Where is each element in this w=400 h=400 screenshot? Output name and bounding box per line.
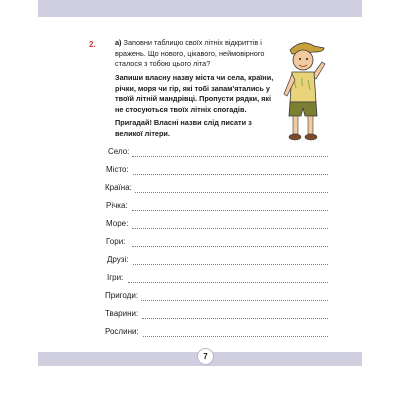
task-number: 2. [89, 40, 96, 49]
answer-row-animals [76, 305, 328, 323]
answer-row-plants [76, 323, 328, 341]
answer-line[interactable] [132, 246, 328, 247]
row-label: Друзі: [107, 255, 129, 264]
answer-line[interactable] [132, 228, 328, 229]
task-bold-instruction: Запиши власну назву міста чи села, країни, річки, моря чи гір, які тобі запам'ятались у твоїй літній мандрівці. Пропусти рядки, які не стосуються твоїх літніх спогадів. [115, 73, 274, 114]
page-number: 7 [197, 348, 214, 365]
row-label: Тварини: [105, 309, 139, 318]
answer-row-mountains [76, 233, 328, 251]
answer-line[interactable] [141, 300, 328, 301]
answer-row-games [76, 269, 328, 287]
top-band [38, 0, 362, 17]
answer-row-friends [76, 251, 328, 269]
task-reminder: Пригадай! Власні назви слід писати з великої літери. [115, 118, 252, 138]
row-label: Місто: [106, 165, 129, 174]
answer-row-river [76, 197, 328, 215]
answer-line[interactable] [142, 318, 328, 319]
answer-row-village [76, 143, 328, 161]
boy-in-cap-icon [280, 36, 328, 144]
answer-line[interactable] [132, 156, 328, 157]
row-label: Ігри: [107, 273, 124, 282]
answer-row-country [76, 179, 328, 197]
task-part-label: а) [115, 38, 122, 47]
row-label: Село: [108, 147, 130, 156]
row-label: Річка: [106, 201, 128, 210]
answer-line[interactable] [135, 192, 328, 193]
answer-line[interactable] [133, 264, 328, 265]
answer-row-adventures [76, 287, 328, 305]
answer-row-sea [76, 215, 328, 233]
answer-line[interactable] [128, 282, 328, 283]
answer-line[interactable] [133, 174, 328, 175]
task-instruction [115, 38, 280, 70]
row-label: Гори: [106, 237, 126, 246]
answer-line[interactable] [132, 210, 328, 211]
answer-line[interactable] [143, 336, 328, 337]
row-label: Море: [106, 219, 129, 228]
row-label: Країна: [105, 183, 132, 192]
task-instruction-text: Заповни таблицю своїх літніх відкриттів і вражень. Що нового, цікавого, неймовірного сталося з тобою цього літа? [115, 38, 265, 69]
row-label: Пригоди: [105, 291, 139, 300]
answer-row-city [76, 161, 328, 179]
row-label: Рослини: [105, 327, 139, 336]
